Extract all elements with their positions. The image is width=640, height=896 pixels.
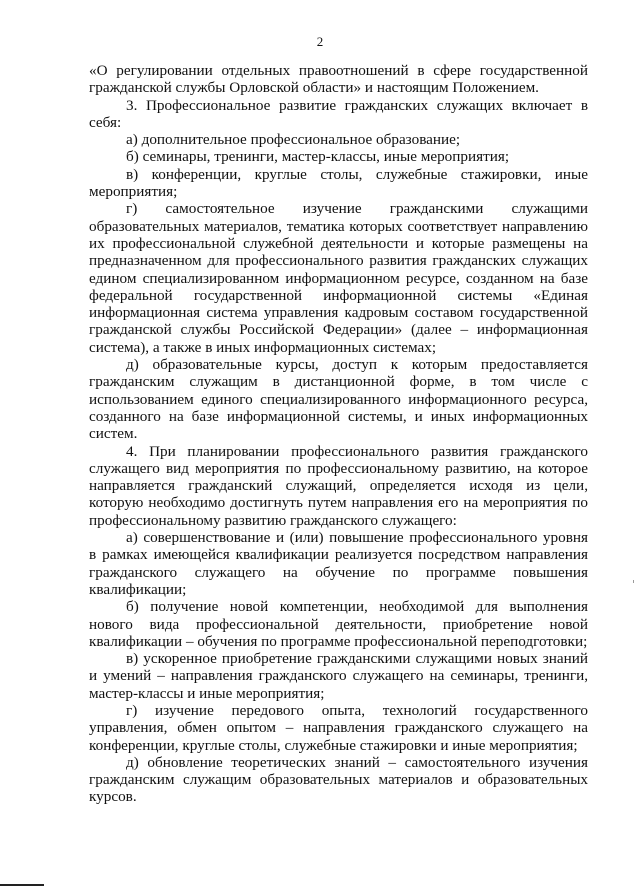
paragraph-item-3: 3. Профессиональное развитие гражданских служащих включает в себя:: [89, 96, 588, 131]
paragraph-item-4a: а) совершенствование и (или) повышение профессионального уровня в рамках имеющейся квалификации реализуется посредством направления гражданского служащего на обучение по программе повышения квалификации;: [89, 529, 588, 598]
paragraph-continuation: «О регулировании отдельных правоотношений в сфере государственной гражданской службы Орловской области» и настоящим Положением.: [89, 62, 588, 97]
document-body: [89, 62, 588, 806]
page-number: 2: [316, 34, 324, 49]
paragraph-item-3d: д) образовательные курсы, доступ к которым предоставляется гражданским служащим в дистанционной форме, в том числе с использованием единого специализированного информационного ресурса, созданного на базе информационной системы, и иных информационных систем.: [89, 356, 588, 443]
paragraph-item-3v: в) конференции, круглые столы, служебные стажировки, иные мероприятия;: [89, 165, 588, 201]
paragraph-item-3b: б) семинары, тренинги, мастер-классы, иные мероприятия;: [126, 148, 510, 166]
paragraph-item-3g: г) самостоятельное изучение гражданскими служащими образовательных материалов, тематика которых соответствует направлению их профессиональной служебной деятельности и которые размещены на предназначенном для профессионального развития гражданских служащих едином специализированном информационном ресурсе, созданном на базе федеральной государственной информационной системы «Единая информационная система управления кадровым составом государственной гражданской службы Российской Федерации» (далее – информационная система), а также в иных информационных системах;: [89, 200, 588, 356]
footer-rule: [0, 884, 44, 886]
paragraph-item-3a: а) дополнительное профессиональное образование;: [126, 131, 461, 149]
paragraph-item-4b: б) получение новой компетенции, необходимой для выполнения нового вида профессиональной деятельности, приобретение новой квалификации – обучения по программе профессиональной переподготовки;: [89, 598, 588, 650]
scan-mark: [633, 580, 634, 583]
paragraph-item-4g: г) изучение передового опыта, технологий государственного управления, обмен опытом – направления гражданского служащего на конференции, круглые столы, служебные стажировки и иные мероприятия;: [89, 701, 588, 754]
paragraph-item-4: 4. При планировании профессионального развития гражданского служащего вид мероприятия по профессиональному развитию, на которое направляется гражданский служащий, определяется исходя из цели, которую необходимо достигнуть путем направления его на мероприятия по профессиональному развитию гражданского служащего:: [89, 442, 588, 529]
paragraph-item-4v: в) ускоренное приобретение гражданскими служащими новых знаний и умений – направления гражданского служащего на семинары, тренинги, мастер-классы и иные мероприятия;: [89, 650, 588, 702]
paragraph-item-4d: д) обновление теоретических знаний – самостоятельного изучения гражданским служащим образовательных материалов и образовательных курсов.: [89, 753, 588, 806]
